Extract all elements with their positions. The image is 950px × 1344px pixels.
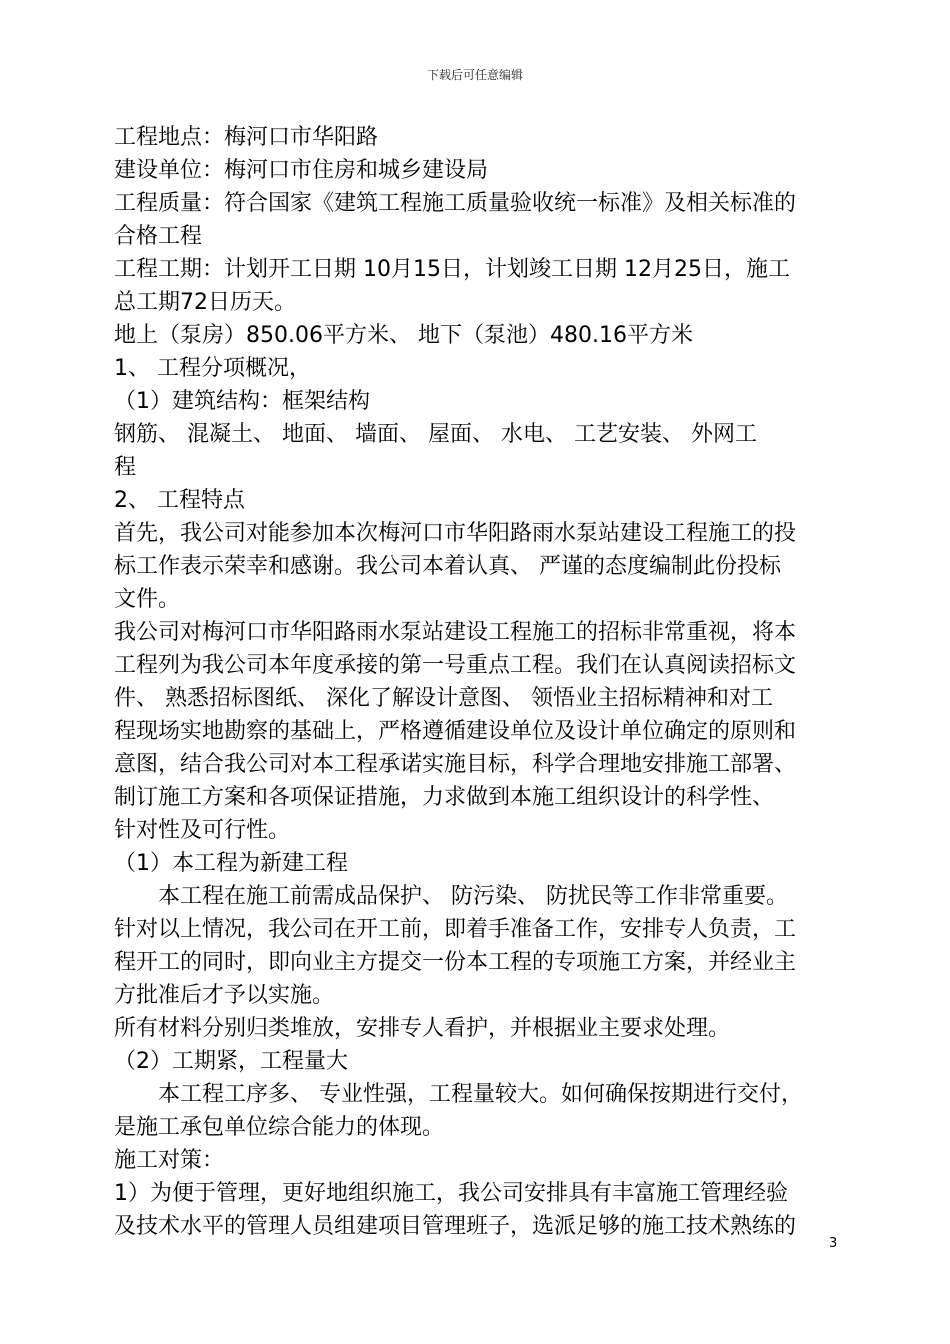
subheading-countermeasures: 施工对策： xyxy=(114,1148,225,1173)
text-line-para2: 程现场实地勘察的基础上，严格遵循建设单位及设计单位确定的原则和 xyxy=(114,719,797,744)
text-line-measure1: 1）为便于管理，更好地组织施工，我公司安排具有丰富施工管理经验 xyxy=(114,1181,788,1206)
text-line-para3: 针对以上情况，我公司在开工前，即着手准备工作，安排专人负责，工 xyxy=(114,917,797,942)
text-line-structure: （1）建筑结构：框架结构 xyxy=(114,389,370,414)
text-line-measure1: 及技术水平的管理人员组建项目管理班子，选派足够的施工技术熟练的 xyxy=(114,1214,797,1239)
text-line-para2: 我公司对梅河口市华阳路雨水泵站建设工程施工的招标非常重视，将本 xyxy=(114,620,797,645)
text-line-project-location: 工程地点：梅河口市华阳路 xyxy=(114,125,379,150)
text-line-project-duration: 工程工期：计划开工日期 10月15日，计划竣工日期 12月25日，施工 xyxy=(114,257,790,282)
text-line-para1: 文件。 xyxy=(114,587,181,612)
text-line-para3: 方批准后才予以实施。 xyxy=(114,983,335,1008)
text-line-para2: 制订施工方案和各项保证措施，力求做到本施工组织设计的科学性、 xyxy=(114,785,775,810)
text-line-project-duration-cont: 总工期72日历天。 xyxy=(114,290,296,315)
text-line-para3: 程开工的同时，即向业主方提交一份本工程的专项施工方案，并经业主 xyxy=(114,950,797,975)
text-line-work-items: 钢筋、 混凝土、 地面、 墙面、 屋面、 水电、 工艺安装、 外网工 xyxy=(114,422,757,447)
text-line-work-items-cont: 程 xyxy=(114,455,137,480)
header-note: 下载后可任意编辑 xyxy=(426,68,523,82)
subheading-new-project: （1）本工程为新建工程 xyxy=(114,851,348,876)
text-line-para2: 意图，结合我公司对本工程承诺实施目标，科学合理地安排施工部署、 xyxy=(114,752,797,777)
document-body xyxy=(114,121,838,1243)
text-line-construction-unit: 建设单位：梅河口市住房和城乡建设局 xyxy=(114,158,489,183)
text-line-para3: 本工程在施工前需成品保护、 防污染、 防扰民等工作非常重要。 xyxy=(158,884,788,909)
text-line-project-quality: 工程质量：符合国家《建筑工程施工质量验收统一标准》及相关标准的 xyxy=(114,191,797,216)
text-line-para1: 标工作表示荣幸和感谢。我公司本着认真、 严谨的态度编制此份投标 xyxy=(114,554,781,579)
text-line-para4: 是施工承包单位综合能力的体现。 xyxy=(114,1115,445,1140)
text-line-para1: 首先，我公司对能参加本次梅河口市华阳路雨水泵站建设工程施工的投 xyxy=(114,521,797,546)
text-line-para2: 件、 熟悉招标图纸、 深化了解设计意图、 领悟业主招标精神和对工 xyxy=(114,686,773,711)
subheading-tight-schedule: （2）工期紧，工程量大 xyxy=(114,1049,348,1074)
text-line-para4: 本工程工序多、 专业性强，工程量较大。如何确保按期进行交付， xyxy=(158,1082,803,1107)
text-line-para2: 工程列为我公司本年度承接的第一号重点工程。我们在认真阅读招标文 xyxy=(114,653,797,678)
text-line-project-quality-cont: 合格工程 xyxy=(114,224,203,249)
section-heading-features: 2、 工程特点 xyxy=(114,488,245,513)
text-line-area: 地上（泵房）850.06平方米、 地下（泵池）480.16平方米 xyxy=(114,323,693,348)
text-line-para2: 针对性及可行性。 xyxy=(114,818,291,843)
text-line-materials: 所有材料分别归类堆放，安排专人看护，并根据业主要求处理。 xyxy=(114,1016,731,1041)
page-number: 3 xyxy=(829,1236,838,1251)
section-heading-overview: 1、 工程分项概况， xyxy=(114,356,311,381)
